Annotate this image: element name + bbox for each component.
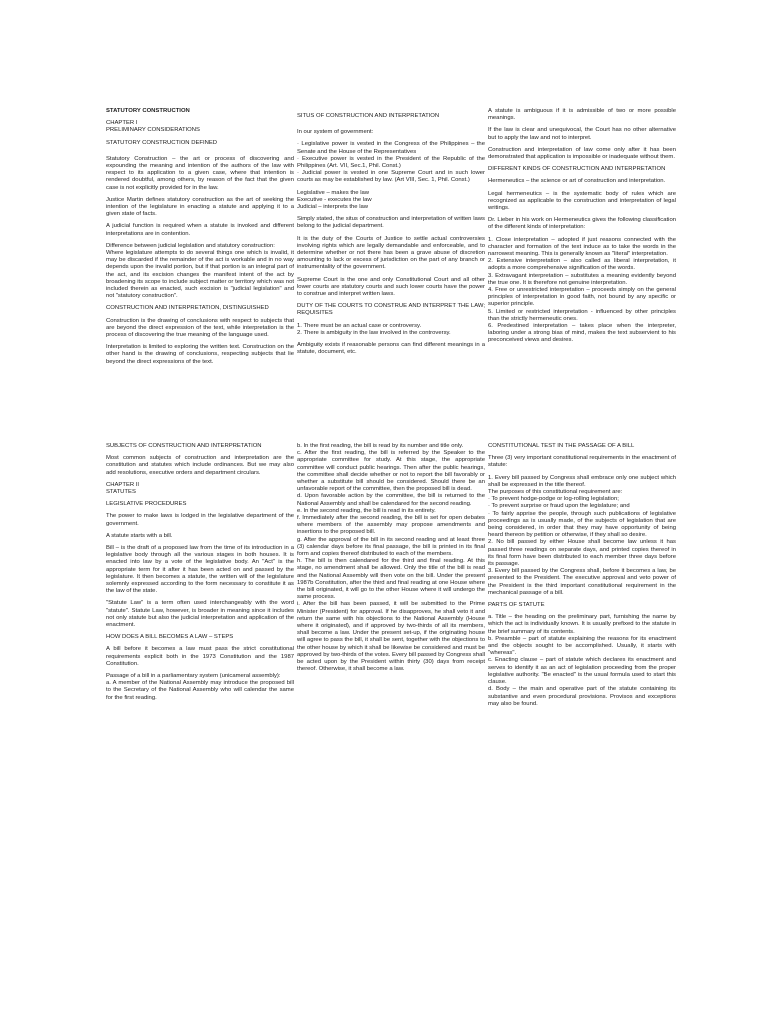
section-heading: SITUS OF CONSTRUCTION AND INTERPRETATION	[297, 113, 440, 119]
paragraph: A statute is ambiguous if it is admissible of two or more possible meanings.	[488, 108, 676, 122]
paragraph: Justice Martin defines statutory construction as the art of seeking the intention of the legislature in enacting a statute and applying it to a given state of facts.	[106, 196, 294, 218]
section-heading: SUBJECTS OF CONSTRUCTION AND INTERPRETATION	[106, 443, 262, 449]
paragraph: Dr. Lieber in his work on Hermeneutics gives the following classification of the different kinds of interpretation:	[488, 217, 676, 231]
list-item: d. Body – the main and operative part of the statute containing its substantive and even procedural provisions. Provisos and exceptions may also be found.	[488, 686, 676, 707]
paragraph: A statute starts with a bill.	[106, 532, 173, 539]
paragraph: It is the duty of the Courts of Justice to settle actual controversies involving rights which are legally demandable and enforceable, and to determine whether or not there has been a grave abuse of discretion amounting to lack or excess of jurisdiction on the part of any branch or instrumentality of the government.	[297, 235, 485, 271]
chapter-label: CHAPTER I	[106, 120, 138, 127]
list-item: The purposes of this constitutional requirement are:	[488, 489, 623, 496]
paragraph: Simply stated, the situs of construction and interpretation of written laws belong to the judicial department.	[297, 216, 485, 230]
list-item: 3. Extravagant interpretation – substitutes a meaning evidently beyond the true one. It is therefore not genuine interpretation.	[488, 272, 676, 286]
list-item: a. Title – the heading on the preliminary part, furnishing the name by which the act is individually known. It is usually prefixed to the statute in the brief summary of its contents.	[488, 614, 676, 635]
list-item: 3. Every bill passed by the Congress shall, before it becomes a law, be presented to the President. The executive approval and veto power of the President is the third important constitutional requirement in the mechanical passage of a bill.	[488, 568, 676, 596]
paragraph: Construction and interpretation of law come only after it has been demonstrated that application is impossible or inadequate without them.	[488, 146, 676, 161]
paragraph: Difference between judicial legislation and statutory construction:	[106, 242, 275, 249]
paragraph: Where legislature attempts to do several things one which is invalid, it may be discarded if the remainder of the act is workable and in no way depends upon the invalid portion, but if that portion is an integral part of the act, and its excision changes the manifest intent of the act by broadening its scope to include subject matter or territory which was not included therein as enacted, such excision is "judicial legislation" and not "statutory construction".	[106, 250, 294, 300]
paragraph: "Statute Law" is a term often used interchangeably with the word "statute". Statute Law, however, is broader in meaning since it includes not only statute but also the judicial interpretation and application of the enactment.	[106, 600, 294, 629]
list-item: d. Upon favorable action by the committee, the bill is returned to the National Assembly and shall be calendared for the second reading.	[297, 493, 485, 507]
list-item: Judicial – interprets the law	[297, 204, 369, 211]
list-item: 1. Close interpretation – adopted if just reasons connected with the character and formation of the text induce as to take the words in the narrowest meaning. This is generally known as "literal" interpretation.	[488, 236, 676, 258]
paragraph: Supreme Court is the one and only Constitutional Court and all other lower courts are statutory courts and such lower courts have the power to construe and interpret written laws.	[297, 276, 485, 298]
paragraph: A judicial function is required when a statute is invoked and different interpretations are in contention.	[106, 223, 294, 237]
list-item: 6. Predestined interpretation – takes place when the interpreter, laboring under a strong bias of mind, makes the text subservient to his preconceived views and desires.	[488, 323, 676, 344]
chapter-name: STATUTES	[106, 489, 136, 496]
list-item: 2. Extensive interpretation – also called as liberal interpretation, it adopts a more comprehensive signification of the words.	[488, 258, 676, 272]
paragraph: Legal hermeneutics – is the systematic body of rules which are recognized as applicable to the construction and interpretation of legal writings.	[488, 190, 676, 212]
section-heading: CONSTRUCTION AND INTERPRETATION, DISTINGUISHED	[106, 305, 269, 312]
list-item: · Executive power is vested in the President of the Republic of the Philippines (Art. VII, Sec.1, Phil. Const.)	[297, 155, 485, 170]
list-item: 4. Free or unrestricted interpretation – proceeds simply on the general principles of interpretation in good faith, not bound by any specific or superior principle.	[488, 287, 676, 308]
list-item: e. In the second reading, the bill is read in its entirety.	[297, 507, 436, 514]
list-item: b. Preamble – part of statute explaining the reasons for its enactment and the objects sought to be accomplished. Usually, it starts with "whereas".	[488, 635, 676, 657]
paragraph: Construction is the drawing of conclusions with respect to subjects that are beyond the direct expression of the text, while interpretation is the process of discovering the true meaning of the language used.	[106, 317, 294, 339]
paragraph: If the law is clear and unequivocal, the Court has no other alternative but to apply the law and not to interpret.	[488, 127, 676, 141]
list-item: 2. There is ambiguity in the law involved in the controversy.	[297, 329, 451, 336]
paragraph: Passage of a bill in a parliamentary system (unicameral assembly):	[106, 673, 281, 680]
section-heading: DUTY OF THE COURTS TO CONSTRUE AND INTERPRET THE LAW; REQUISITES	[297, 303, 485, 317]
chapter-name: PRELIMINARY CONSIDERATIONS	[106, 127, 200, 134]
paragraph: In our system of government:	[297, 129, 374, 136]
column-3-bottom	[488, 443, 676, 713]
paragraph: Statutory Construction – the art or process of discovering and expounding the meaning and intention of the authors of the law with respect to its application to a given case, where that intention is rendered doubtful, among others, by reason of the fact that the given case is not explicitly provided for in the law.	[106, 155, 294, 191]
section-heading: HOW DOES A BILL BECOMES A LAW – STEPS	[106, 634, 234, 641]
list-item: b. In the first reading, the bill is read by its number and title only.	[297, 443, 464, 449]
column-2-bottom	[297, 443, 485, 679]
paragraph: Three (3) very important constitutional requirements in the enactment of statute:	[488, 455, 676, 469]
list-item: f. Immediately after the second reading, the bill is set for open debates where members of the assembly may propose amendments and insertions to the proposed bill.	[297, 515, 485, 536]
list-item: c. After the first reading, the bill is referred by the Speaker to the appropriate committee for study. At this stage, the appropriate committee will conduct public hearings. Then after the public hearings, the committee shall decide whether or not to report the bill favorably or whether a substitute bill should be considered. Should there be an unfavorable report of the committee, then the proposed bill is dead.	[297, 450, 485, 493]
list-item: Executive - executes the law	[297, 196, 372, 203]
paragraph: The power to make laws is lodged in the legislative department of the government.	[106, 513, 294, 527]
list-item: Legislative – makes the law	[297, 189, 370, 196]
list-item: · Legislative power is vested in the Congress of the Philippines – the Senate and the House of the Representatives	[297, 141, 485, 155]
list-item: c. Enacting clause – part of statute which declares its enactment and serves to identify it as an act of legislation proceeding from the proper legislative authority. "Be enacted" is the usual formula used to start this clause.	[488, 657, 676, 686]
section-heading: DIFFERENT KINDS OF CONSTRUCTION AND INTERPRETATION	[488, 166, 666, 173]
list-item: 2. No bill passed by either House shall become law unless it has passed three readings on separate days, and printed copies thereof in its final form have been distributed to each member three days before its passage.	[488, 539, 676, 568]
list-item: 1. There must be an actual case or controversy.	[297, 322, 422, 329]
list-item: h. The bill is then calendared for the third and final reading. At this stage, no amendment shall be allowed. Only the title of the bill is read and the National Assembly will then vote on the bill. Under the present 1987b Constitution, after the third and final reading at one House where the bill originated, it will go to the other House where it will undergo the same process.	[297, 558, 485, 601]
list-item: · To fairly apprise the people, through such publications of legislative proceedings as is usually made, of the subjects of legislation that are being considered, in order that they may have opportunity of being heard thereon by petition or otherwise, if they shall so desire.	[488, 510, 676, 539]
section-heading: PARTS OF STATUTE	[488, 602, 545, 609]
list-item: i. After the bill has been passed, it will be submitted to the Prime Minister (President) for approval. If he disapproves, he shall veto it and return the same with his objections to the National Assembly (House where it originated), and if approved by two-thirds of all its members, shall become a law. Under the present set-up, if the originating house will agree to pass the bill, it shall be sent, together with the objections to the other house by which it shall be likewise be considered and must be approved by two-thirds of the votes. Every bill passed by Congress shall be acted upon by the President within thirty (30) days from receipt thereof. Otherwise, it shall become a law.	[297, 601, 485, 673]
paragraph: A bill before it becomes a law must pass the strict constitutional requirements explicit both in the 1973 Constitution and the 1987 Constitution.	[106, 646, 294, 667]
paragraph: Ambiguity exists if reasonable persons can find different meanings in a statute, document, etc.	[297, 342, 485, 356]
list-item: · To prevent surprise or fraud upon the legislature; and	[488, 503, 630, 510]
section-heading: CONSTITUTIONAL TEST IN THE PASSAGE OF A BILL	[488, 443, 635, 449]
paragraph: Hermeneutics – the science or art of construction and interpretation.	[488, 178, 666, 185]
column-1-top	[106, 108, 294, 371]
list-item: g. After the approval of the bill in its second reading and at least three (3) calendar days before its final passage, the bill is printed in its final form and copies thereof distributed to each of the members.	[297, 536, 485, 558]
paragraph: Most common subjects of construction and interpretation are the constitution and statutes which include ordinances. But we may also add resolutions, executive orders and department circulars.	[106, 455, 294, 476]
section-heading: STATUTORY CONSTRUCTION DEFINED	[106, 139, 218, 146]
chapter-label: CHAPTER II	[106, 481, 140, 488]
column-2-top	[297, 113, 485, 361]
paragraph: Bill – is the draft of a proposed law from the time of its introduction in a legislative body through all the various stages in both houses. It is enacted into law by a vote of the legislative body. An "Act" is the appropriate term for it after it has been acted on and passed by the legislature. It then becomes a statute, the written will of the legislature solemnly expressed according to the form necessary to constitute it as the law of the state.	[106, 545, 294, 595]
paragraph: Interpretation is limited to exploring the written text. Construction on the other hand is the drawing of conclusions, respecting subjects that lie beyond the direct expressions of the text.	[106, 344, 294, 365]
list-item: a. A member of the National Assembly may introduce the proposed bill to the Secretary of the National Assembly who will calendar the same for the first reading.	[106, 680, 294, 701]
list-item: 5. Limited or restricted interpretation - influenced by other principles than the strictly hermeneutic ones.	[488, 308, 676, 322]
list-item: 1. Every bill passed by Congress shall embrace only one subject which shall be expressed in the title thereof.	[488, 474, 676, 488]
column-3-top	[488, 108, 676, 350]
list-item: · To prevent hodge-podge or log-rolling legislation;	[488, 496, 619, 503]
column-1-bottom	[106, 443, 294, 707]
document-title: STATUTORY CONSTRUCTION	[106, 108, 190, 114]
section-heading: LEGISLATIVE PROCEDURES	[106, 501, 187, 508]
list-item: · Judicial power is vested in one Supreme Court and in such lower courts as may be established by law. (Art VIII, Sec. 1, Phil. Const.)	[297, 170, 485, 184]
